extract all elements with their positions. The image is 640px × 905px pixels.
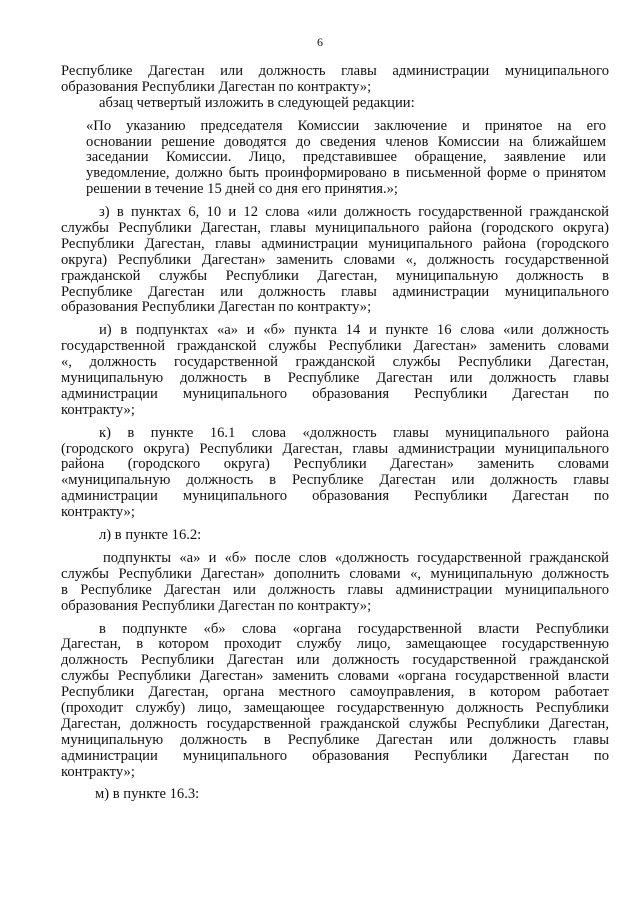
text-line: Республики Дагестан, главы администрации муниципального района (городского xyxy=(61,235,609,252)
text-line: «По указанию председателя Комиссии заключение и принятое на его xyxy=(86,117,606,134)
paragraph xyxy=(61,205,609,316)
paragraph xyxy=(61,622,609,781)
text-line: муниципальную должность в Республике Дагестан или должность главы xyxy=(61,731,609,748)
paragraph xyxy=(61,787,609,803)
text-line: к) в пункте 16.1 слова «должность главы муниципального района xyxy=(99,424,609,441)
text-line: службы Республики Дагестан, главы муниципального района (городского округа) xyxy=(61,220,609,237)
text-line: решении в течение 15 дней со дня его принятия.»; xyxy=(86,181,398,198)
text-line: «, должность государственной гражданской службы Республики Дагестан, xyxy=(61,354,609,371)
text-line: контракту»; xyxy=(61,504,135,521)
text-line: администрации муниципального образования Республики Дагестан по xyxy=(61,747,609,764)
text-line: контракту»; xyxy=(61,763,135,780)
text-line: заседании Комиссии. Лицо, представившее обращение, заявление или xyxy=(86,149,606,166)
text-line: уведомление, должно быть проинформировано в письменной форме о принятом xyxy=(86,165,606,182)
text-line: Республике Дагестан или должность главы администрации муниципального xyxy=(61,63,609,79)
text-line: образования Республики Дагестан по контракту»; xyxy=(61,299,372,316)
text-line: государственной гражданской службы Республики Дагестан» заменить словами xyxy=(61,338,609,355)
text-line: службы Республики Дагестан» заменить словами «органа государственной власти xyxy=(61,668,609,685)
text-line: контракту»; xyxy=(61,401,135,418)
page-number: 6 xyxy=(317,35,323,49)
paragraph xyxy=(61,551,609,615)
text-line: основании решение доводятся до сведения членов Комиссии на ближайшем xyxy=(86,133,606,150)
text-line: образования Республики Дагестан по контракту»; xyxy=(61,597,372,614)
text-line: (проходит службу) лицо, замещающее государственную должность Республики xyxy=(61,699,609,716)
paragraph xyxy=(61,96,609,112)
text-line: м) в пункте 16.3: xyxy=(95,786,200,803)
text-line: администрации муниципального образования Республики Дагестан по xyxy=(61,385,609,402)
text-line: должность Республики Дагестан или должность государственной гражданской xyxy=(61,652,609,669)
text-line: образования Республики Дагестан по контракту»; xyxy=(61,78,372,95)
text-line: л) в пункте 16.2: xyxy=(99,527,202,544)
text-line: Республики Дагестан, органа местного самоуправления, в котором работает xyxy=(61,684,609,701)
document-body xyxy=(61,64,609,803)
text-line: и) в подпунктах «а» и «б» пункта 14 и пункте 16 слова «или должность xyxy=(99,322,609,339)
text-line: Дагестан, должность государственной гражданской службы Республики Дагестан, xyxy=(61,715,609,732)
text-line: в подпункте «б» слова «органа государственной власти Республики xyxy=(99,620,609,637)
paragraph xyxy=(61,119,609,198)
text-line: гражданской службы Республики Дагестан, муниципальную должность в xyxy=(61,267,609,284)
text-line: района (городского округа) Республики Дагестан» заменить словами xyxy=(61,456,609,473)
text-line: з) в пунктах 6, 10 и 12 слова «или должность государственной гражданской xyxy=(99,204,609,221)
paragraph xyxy=(61,323,609,418)
text-line: в Республике Дагестан или должность главы администрации муниципального xyxy=(61,581,609,598)
text-line: администрации муниципального образования Республики Дагестан по xyxy=(61,488,609,505)
text-line: абзац четвертый изложить в следующей редакции: xyxy=(99,94,415,111)
paragraph xyxy=(61,528,609,544)
text-line: округа) Республики Дагестан» заменить словами «, должность государственной xyxy=(61,251,609,268)
text-line: Дагестан, в котором проходит службу лицо, замещающее государственную xyxy=(61,636,609,653)
text-line: Республике Дагестан или должность главы администрации муниципального xyxy=(61,283,609,300)
text-line: (городского округа) Республики Дагестан, главы администрации муниципального xyxy=(61,440,609,457)
text-line: муниципальную должность в Республике Дагестан или должность главы xyxy=(61,370,609,387)
text-line: подпункты «а» и «б» после слов «должность государственной гражданской xyxy=(103,549,609,566)
paragraph xyxy=(61,64,609,96)
text-line: «муниципальную должность в Республике Дагестан или должность главы xyxy=(61,472,609,489)
paragraph xyxy=(61,426,609,521)
text-line: службы Республики Дагестан» дополнить словами «, муниципальную должность xyxy=(61,565,609,582)
